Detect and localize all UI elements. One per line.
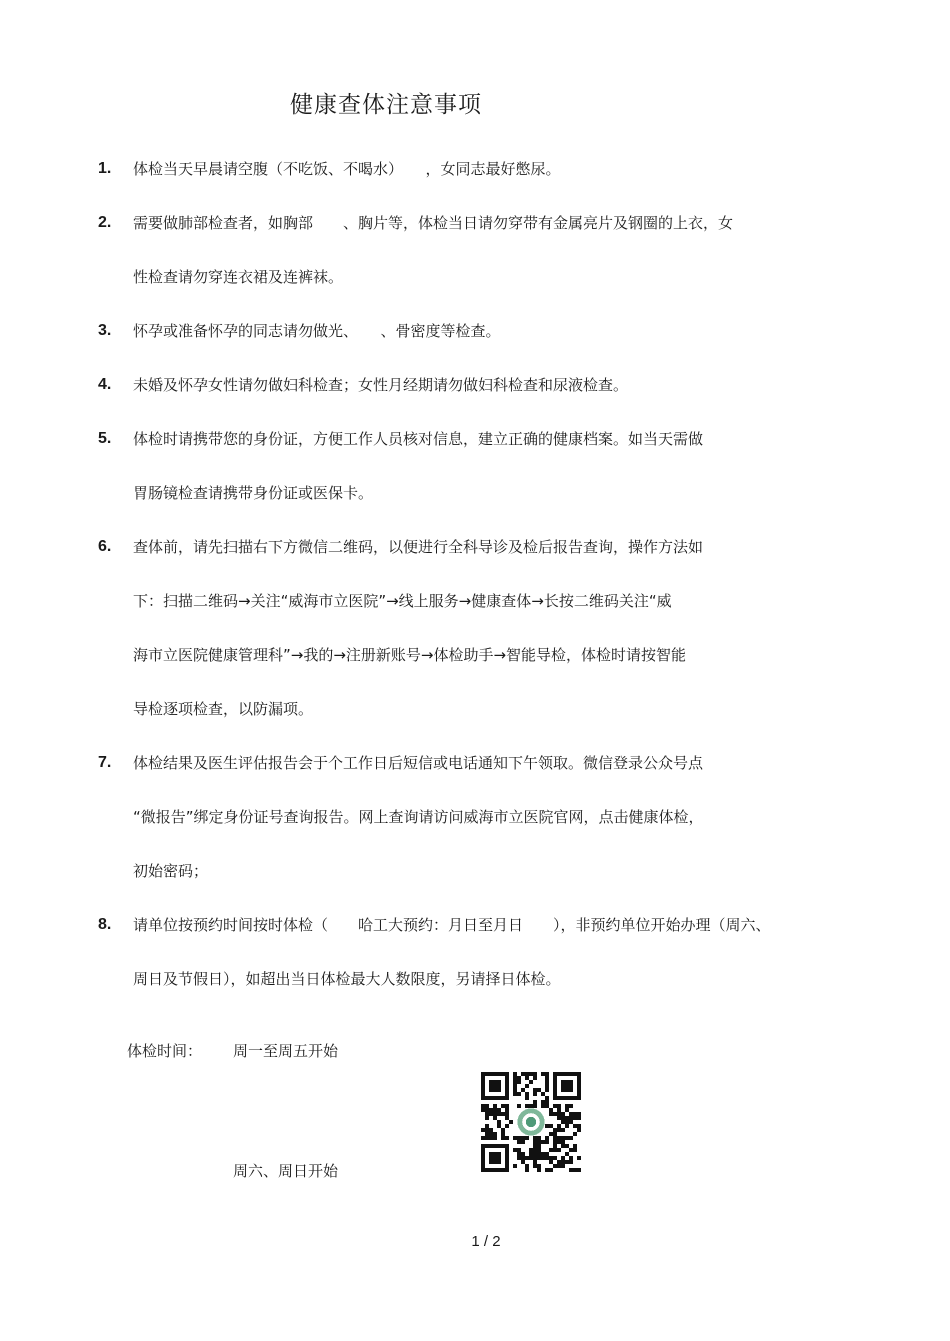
list-item-text: 体检当天早晨请空腹（不吃饭、不喝水） ，女同志最好憋尿。 bbox=[133, 160, 561, 178]
list-item bbox=[0, 368, 950, 422]
list-item-number: 3. bbox=[98, 322, 112, 339]
list-item-text: 导检逐项检查，以防漏项。 bbox=[133, 700, 314, 718]
list-item bbox=[0, 422, 950, 530]
list-item bbox=[0, 530, 950, 746]
list-item-text: 请单位按预约时间按时体检（ 哈工大预约：月日至月日 ），非预约单位开始办理（周六、 bbox=[133, 916, 771, 934]
page-number: 1 / 2 bbox=[471, 1233, 501, 1250]
list-item bbox=[0, 152, 950, 206]
list-item bbox=[0, 908, 950, 1016]
list-item-number: 2. bbox=[98, 214, 112, 231]
list-item-text: 海市立医院健康管理科”→我的→注册新账号→体检助手→智能导检，体检时请按智能 bbox=[133, 646, 687, 664]
list-item-number: 6. bbox=[98, 538, 112, 555]
list-item-text: 需要做肺部检查者，如胸部 、胸片等，体检当日请勿穿带有金属亮片及钢圈的上衣，女 bbox=[133, 214, 734, 232]
list-item-text: 胃肠镜检查请携带身份证或医保卡。 bbox=[133, 484, 374, 502]
list-item bbox=[0, 746, 950, 908]
list-item-text: 周日及节假日），如超出当日体检最大人数限度，另请择日体检。 bbox=[133, 970, 561, 988]
notice-list bbox=[0, 152, 950, 1016]
list-item-text: 怀孕或准备怀孕的同志请勿做光、 、骨密度等检查。 bbox=[133, 322, 501, 340]
list-item-number: 4. bbox=[98, 376, 112, 393]
list-item-text: 初始密码； bbox=[133, 862, 209, 880]
list-item-number: 7. bbox=[98, 754, 112, 771]
list-item bbox=[0, 206, 950, 314]
list-item-text: 体检时请携带您的身份证，方便工作人员核对信息，建立正确的健康档案。如当天需做 bbox=[133, 430, 704, 448]
list-item-text: 查体前，请先扫描右下方微信二维码，以便进行全科导诊及检后报告查询，操作方法如 bbox=[133, 538, 704, 556]
list-item-text: 下：扫描二维码→关注“威海市立医院”→线上服务→健康查体→长按二维码关注“威 bbox=[133, 592, 672, 610]
list-item-text: 性检查请勿穿连衣裙及连裤袜。 bbox=[133, 268, 344, 286]
schedule-weekday: 周一至周五开始 bbox=[233, 1042, 339, 1060]
wechat-qr-code-icon[interactable] bbox=[481, 1072, 581, 1172]
list-item-number: 8. bbox=[98, 916, 112, 933]
schedule-weekend: 周六、周日开始 bbox=[233, 1162, 339, 1180]
list-item bbox=[0, 314, 950, 368]
list-item-number: 1. bbox=[98, 160, 112, 177]
list-item-text: “微报告”绑定身份证号查询报告。网上查询请访问威海市立医院官网，点击健康体检， bbox=[133, 808, 704, 826]
list-item-text: 体检结果及医生评估报告会于个工作日后短信或电话通知下午领取。微信登录公众号点 bbox=[133, 754, 704, 772]
list-item-text: 未婚及怀孕女性请勿做妇科检查；女性月经期请勿做妇科检查和尿液检查。 bbox=[133, 376, 629, 394]
list-item-number: 5. bbox=[98, 430, 112, 447]
page-title: 健康查体注意事项 bbox=[290, 92, 482, 118]
schedule-label: 体检时间： bbox=[127, 1042, 203, 1060]
